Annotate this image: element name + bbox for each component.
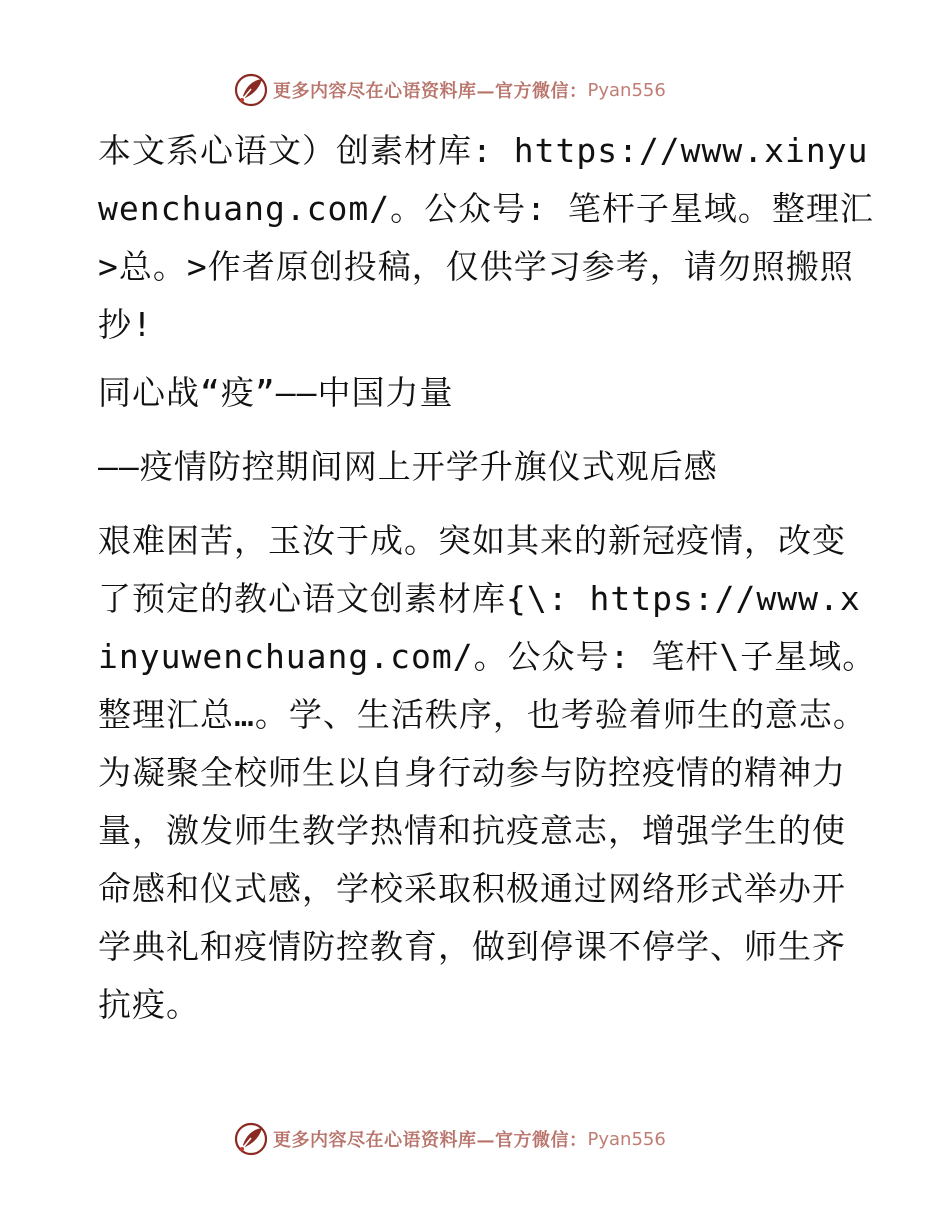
header-banner bbox=[233, 72, 666, 108]
document-content bbox=[98, 122, 878, 1034]
leaf-pen-logo-icon bbox=[233, 1121, 269, 1157]
banner-wechat-id: Pyan556 bbox=[587, 79, 666, 101]
banner-text: 更多内容尽在心语资料库—官方微信： bbox=[273, 81, 588, 102]
article-subtitle: ——疫情防控期间网上开学升旗仪式观后感 bbox=[98, 447, 718, 486]
body-paragraph: 艰难困苦，玉汝于成。突如其来的新冠疫情，改变了预定的教心语文创素材库{\: https://www.xinyuwenchuang.com/。公众号: 笔杆\子星域。整理汇总…。学、生活秩序，也考验着师生的意志。为凝聚全校师生以自身行动参与防控疫情的精神力量，激发师生教学热情和抗疫意志，增强学生的使命感和仪式感，学校采取积极通过网络形式举办开学典礼和疫情防控教育，做到停课不停学、师生齐抗疫。 bbox=[98, 521, 877, 1024]
banner-wechat-id: Pyan556 bbox=[587, 1128, 666, 1150]
footer-banner bbox=[233, 1121, 666, 1157]
intro-paragraph: 本文系心语文）创素材库: https://www.xinyuwenchuang.com/。公众号: 笔杆子星域。整理汇>总。>作者原创投稿，仅供学习参考，请勿照搬照抄! bbox=[98, 131, 874, 344]
banner-text: 更多内容尽在心语资料库—官方微信： bbox=[273, 1130, 588, 1151]
article-title: 同心战“疫”——中国力量 bbox=[98, 373, 454, 412]
leaf-pen-logo-icon bbox=[233, 72, 269, 108]
